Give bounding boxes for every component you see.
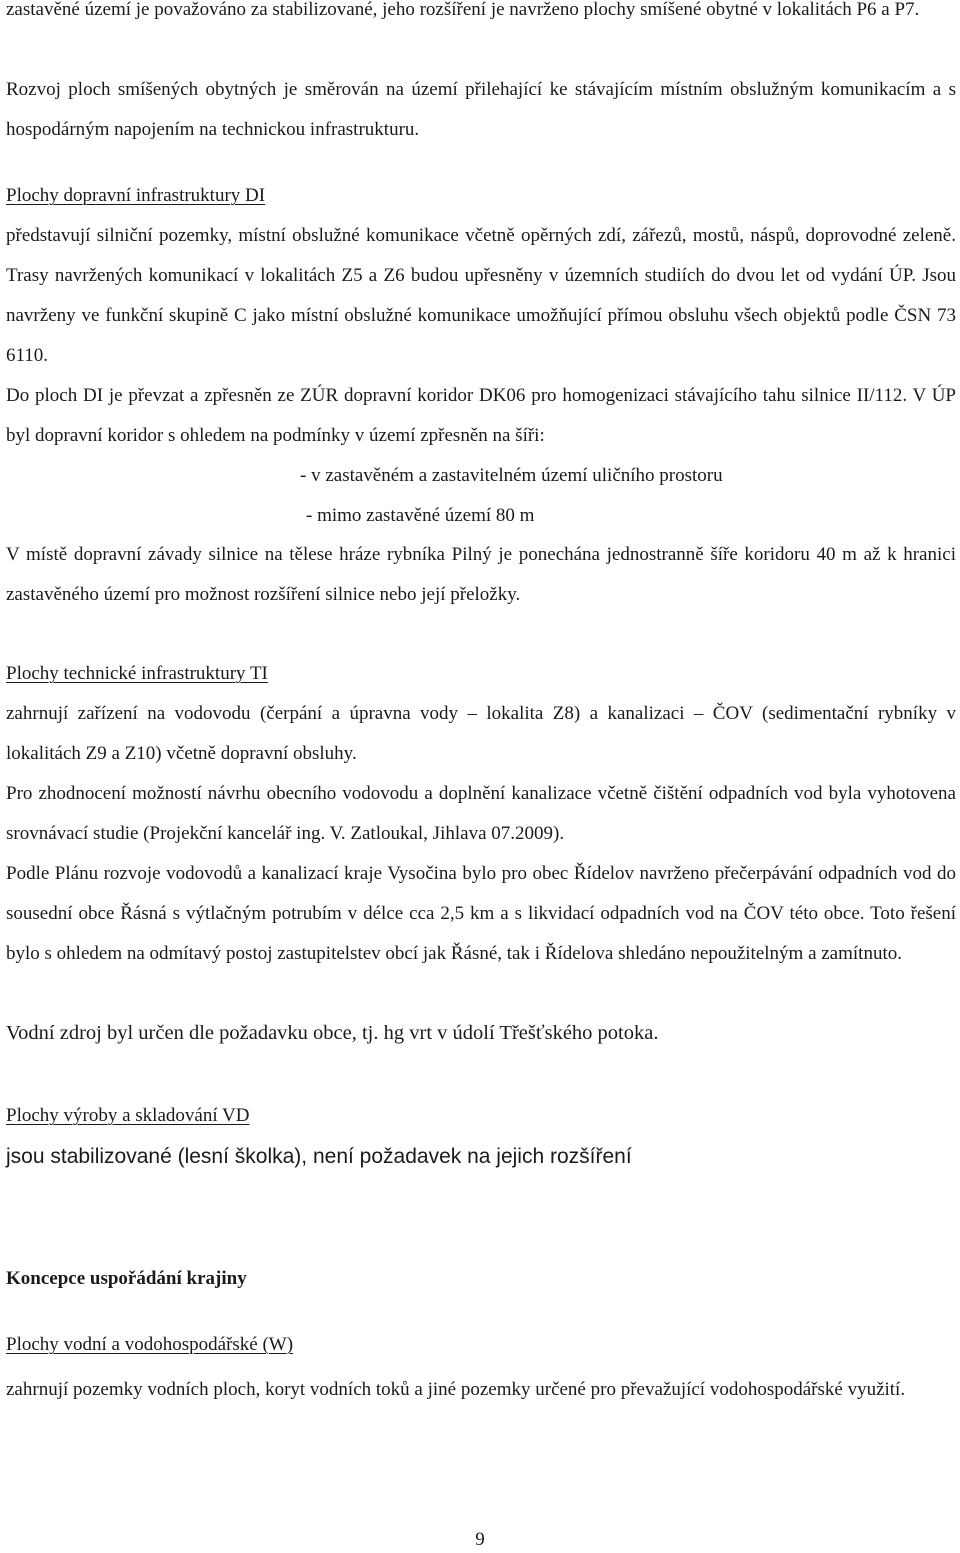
- heading-koncepce: Koncepce uspořádání krajiny: [6, 1268, 247, 1289]
- heading-di: Plochy dopravní infrastruktury DI: [6, 185, 266, 206]
- paragraph-di-1: představují silniční pozemky, místní obslužné komunikace včetně opěrných zdí, zářezů, mostů, náspů, doprovodné zeleně. Trasy navržených komunikací v lokalitách Z5 a Z6 budou upřesněny v územních studiích do dvou let od vydání ÚP. Jsou navrženy ve funkční skupině C jako místní obslužné komunikace umožňující přímou obsluhu všech objektů podle ČSN 73 6110.: [6, 225, 956, 366]
- paragraph-rozvoj: Rozvoj ploch smíšených obytných je směrován na území přilehající ke stávajícím místním obslužným komunikacím a s hospodárným napojením na technickou infrastrukturu.: [6, 79, 956, 140]
- paragraph-di-2: Do ploch DI je převzat a zpřesněn ze ZÚR dopravní koridor DK06 pro homogenizaci stávajícího tahu silnice II/112. V ÚP byl dopravní koridor s ohledem na podmínky v území zpřesněn na šíři:: [6, 385, 956, 446]
- paragraph-intro: zastavěné území je považováno za stabilizované, jeho rozšíření je navrženo plochy smíšené obytné v lokalitách P6 a P7.: [6, 0, 920, 20]
- paragraph-ti-4: Vodní zdroj byl určen dle požadavku obce, tj. hg vrt v údolí Třešťského potoka.: [6, 1022, 659, 1044]
- heading-vd: Plochy výroby a skladování VD: [6, 1105, 250, 1126]
- bullet-di-2: - mimo zastavěné území 80 m: [306, 505, 535, 526]
- paragraph-ti-1: zahrnují zařízení na vodovodu (čerpání a úpravna vody – lokalita Z8) a kanalizaci – ČOV (sedimentační rybníky v lokalitách Z9 a Z10) včetně dopravní obsluhy.: [6, 703, 956, 764]
- heading-w: Plochy vodní a vodohospodářské (W): [6, 1334, 294, 1355]
- page-number: 9: [475, 1529, 485, 1550]
- paragraph-w-1: zahrnují pozemky vodních ploch, koryt vodních toků a jiné pozemky určené pro převažující vodohospodářské využití.: [6, 1379, 906, 1400]
- paragraph-vd-1: jsou stabilizované (lesní školka), není požadavek na jejich rozšíření: [6, 1145, 632, 1168]
- paragraph-ti-3: Podle Plánu rozvoje vodovodů a kanalizací kraje Vysočina bylo pro obec Řídelov navrženo přečerpávání odpadních vod do sousední obce Řásná s výtlačným potrubím v délce cca 2,5 km a s likvidací odpadních vod na ČOV této obce. Toto řešení bylo s ohledem na odmítavý postoj zastupitelstev obcí jak Řásné, tak i Řídelova shledáno nepoužitelným a zamítnuto.: [6, 863, 956, 964]
- paragraph-di-3: V místě dopravní závady silnice na tělese hráze rybníka Pilný je ponechána jednostranně šíře koridoru 40 m až k hranici zastavěného území pro možnost rozšíření silnice nebo její přeložky.: [6, 544, 956, 605]
- paragraph-ti-2: Pro zhodnocení možností návrhu obecního vodovodu a doplnění kanalizace včetně čištění odpadních vod byla vyhotovena srovnávací studie (Projekční kancelář ing. V. Zatloukal, Jihlava 07.2009).: [6, 783, 956, 844]
- bullet-di-1: - v zastavěném a zastavitelném území uličního prostoru: [300, 465, 723, 486]
- heading-ti: Plochy technické infrastruktury TI: [6, 663, 268, 684]
